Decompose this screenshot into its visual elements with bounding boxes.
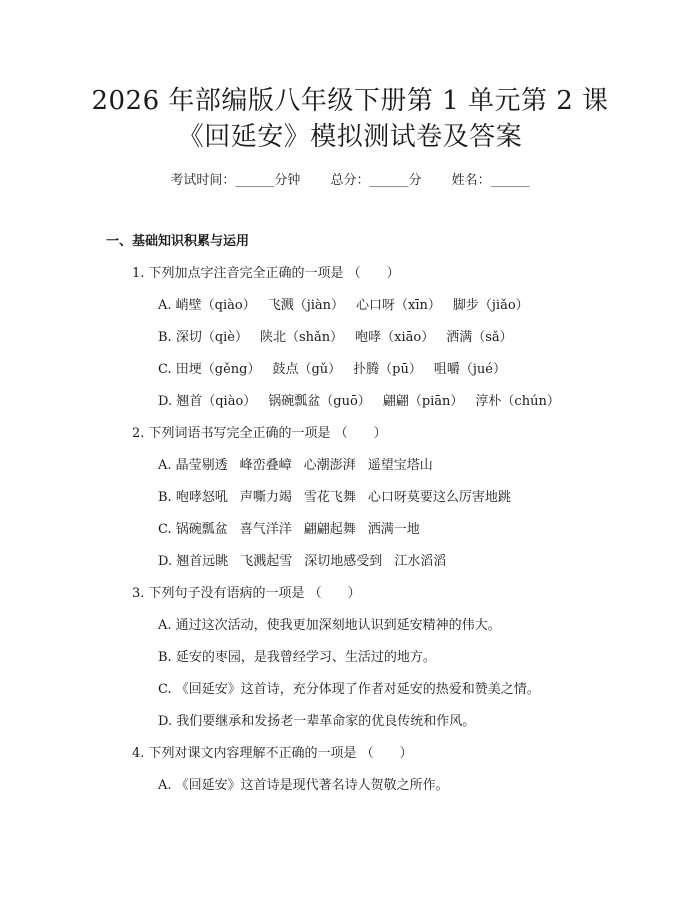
option-part: D. 翘首（qiào） <box>158 394 257 409</box>
option-part: 声嘶力竭 <box>239 490 292 505</box>
question-option <box>158 486 523 505</box>
option-part: 扑腾（pū） <box>353 362 422 377</box>
option-part: 深切地感受到 <box>304 554 383 569</box>
option-part: 飞溅起雪 <box>240 554 293 569</box>
option-part: 洒满一地 <box>367 522 420 537</box>
option-part: 遥望宝塔山 <box>367 458 433 473</box>
question-option <box>158 390 572 409</box>
option-part: B. 咆哮怒吼 <box>158 490 228 505</box>
option-part: 陕北（shǎn） <box>260 330 344 345</box>
question-stem: 3. 下列句子没有语病的一项是 （ ） <box>132 586 361 601</box>
option-part: 洒满（sǎ） <box>446 330 513 345</box>
option-part: 心潮澎湃 <box>303 458 356 473</box>
question-stem: 4. 下列对课文内容理解不正确的一项是 （ ） <box>132 746 413 761</box>
question-option: A. 通过这次活动，使我更加深刻地认识到延安精神的伟大。 <box>158 618 501 633</box>
page-title-line2: 《回延安》模拟测试卷及答案 <box>177 122 523 152</box>
question-option: C. 《回延安》这首诗，充分体现了作者对延安的热爱和赞美之情。 <box>158 682 540 697</box>
question-option <box>158 518 432 537</box>
option-part: 峰峦叠嶂 <box>239 458 292 473</box>
option-part: 淳朴（chún） <box>475 394 560 409</box>
option-part: 锅碗瓢盆（guō） <box>268 394 371 409</box>
question-option: D. 我们要继承和发扬老一辈革命家的优良传统和作风。 <box>158 714 476 729</box>
option-part: 鼓点（gǔ） <box>272 362 342 377</box>
option-part: 脚步（jiǎo） <box>452 298 529 313</box>
question-option <box>158 294 541 313</box>
page-title-line1: 2026 年部编版八年级下册第 1 单元第 2 课 <box>91 86 609 116</box>
option-part: D. 翘首远眺 <box>158 554 229 569</box>
option-part: 喜气洋洋 <box>239 522 292 537</box>
question-option <box>158 550 458 569</box>
option-part: 心口呀莫要这么厉害地跳 <box>367 490 511 505</box>
option-part: C. 田埂（gěng） <box>158 362 261 377</box>
question-option <box>158 326 525 345</box>
option-part: 翩翩（piān） <box>382 394 464 409</box>
option-part: 江水滔滔 <box>394 554 447 569</box>
option-part: 咀嚼（jué） <box>433 362 506 377</box>
option-part: 飞溅（jiàn） <box>267 298 345 313</box>
exam-time-field: 考试时间：______分钟 <box>170 173 301 188</box>
question-stem: 1. 下列加点字注音完全正确的一项是 （ ） <box>132 266 400 281</box>
name-field: 姓名：______ <box>451 173 530 188</box>
question-option: B. 延安的枣园，是我曾经学习、生活过的地方。 <box>158 650 436 665</box>
exam-meta <box>0 169 700 188</box>
question-option <box>158 358 518 377</box>
option-part: C. 锅碗瓢盆 <box>158 522 228 537</box>
question-option <box>158 454 445 473</box>
option-part: 咆哮（xiāo） <box>355 330 435 345</box>
option-part: B. 深切（qiè） <box>158 330 248 345</box>
option-part: A. 晶莹剔透 <box>158 458 228 473</box>
option-part: A. 峭壁（qiào） <box>158 298 256 313</box>
total-score-field: 总分：______分 <box>330 173 422 188</box>
section-heading: 一、基础知识积累与运用 <box>106 234 250 249</box>
question-option: A. 《回延安》这首诗是现代著名诗人贺敬之所作。 <box>158 778 449 793</box>
option-part: 翩翩起舞 <box>303 522 356 537</box>
option-part: 心口呀（xīn） <box>356 298 441 313</box>
question-stem: 2. 下列词语书写完全正确的一项是 （ ） <box>132 426 387 441</box>
option-part: 雪花飞舞 <box>303 490 356 505</box>
